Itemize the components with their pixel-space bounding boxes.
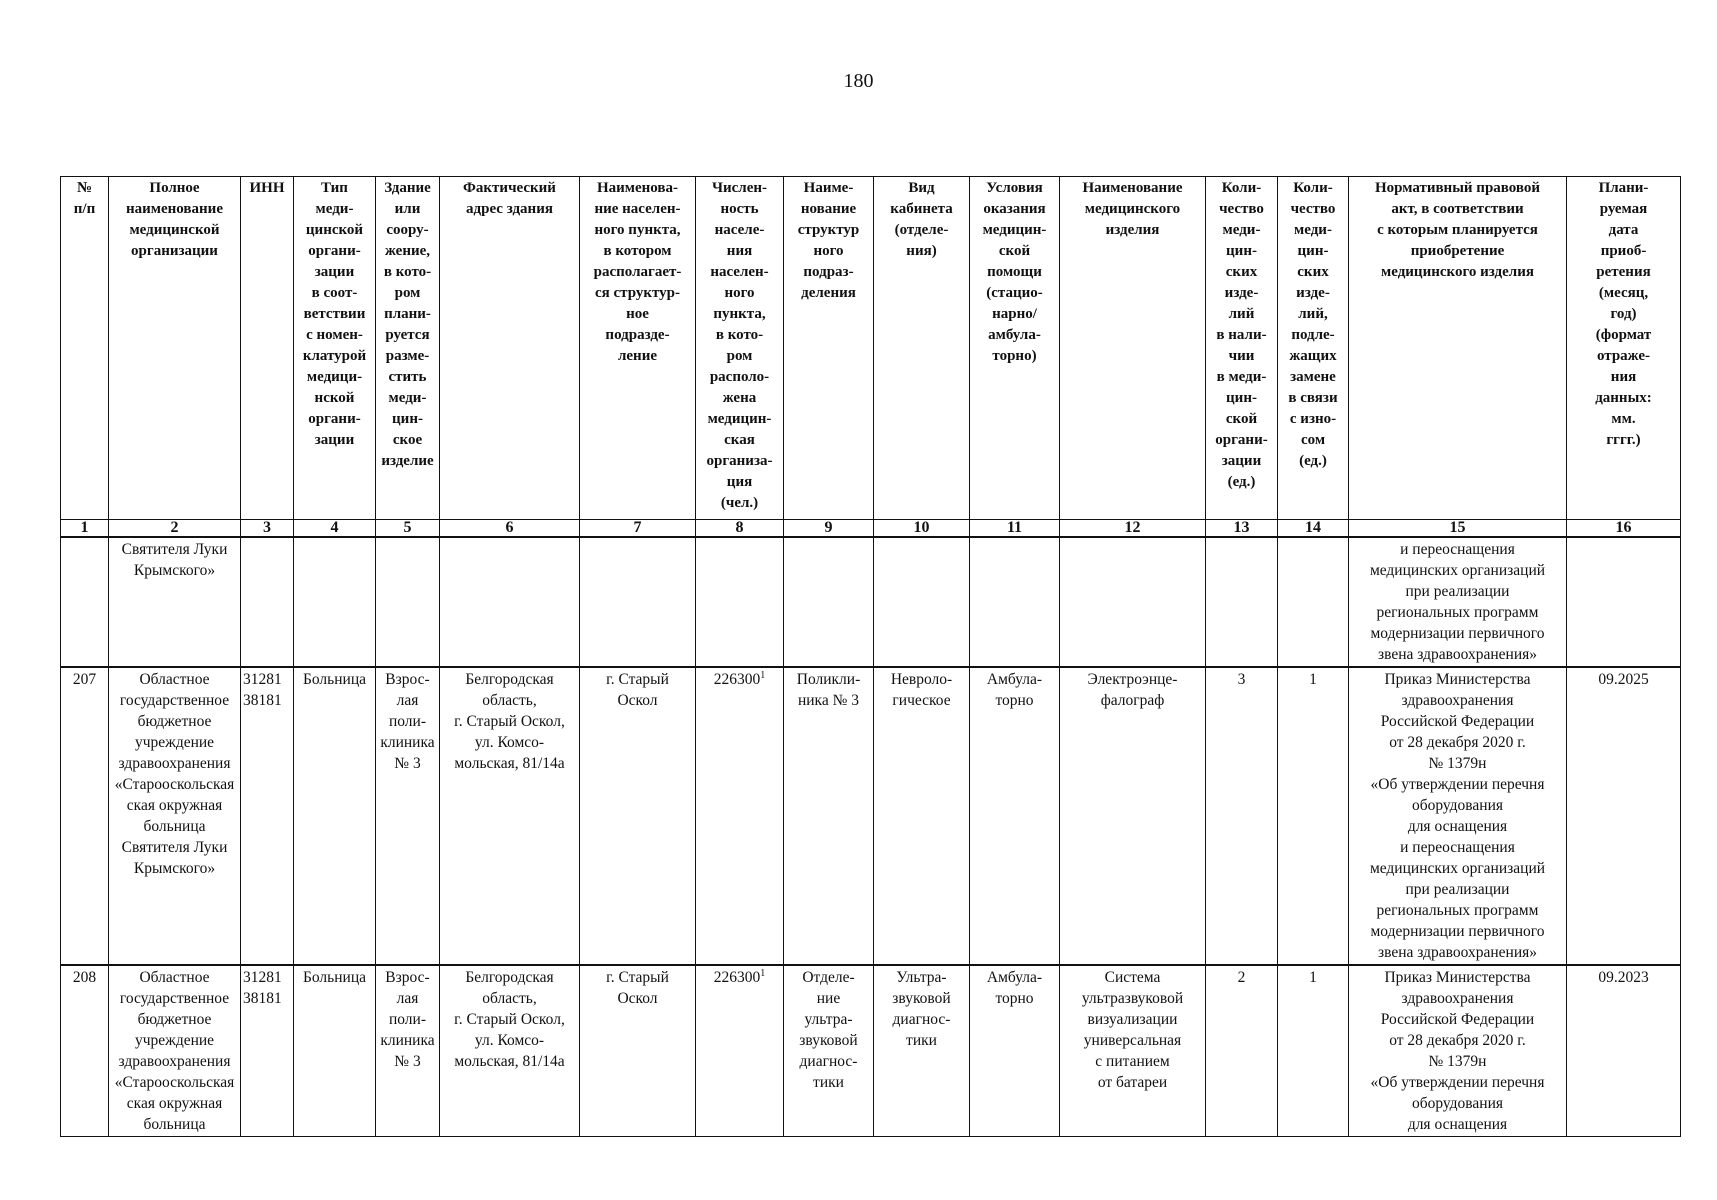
header-qty-replace: Коли- чество меди- цин- ских изде- лий, подле- жащих замене в связи с изно- сом (ед.) — [1278, 177, 1349, 520]
cell-conditions — [970, 537, 1060, 667]
cell-legal-act: Приказ Министерства здравоохранения Российской Федерации от 28 декабря 2020 г. № 1379н «Об утверждении перечня оборудования для оснащения — [1349, 965, 1567, 1137]
page-number: 180 — [843, 70, 874, 92]
column-number: 15 — [1349, 520, 1567, 538]
cell-building: Взрос- лая поли- клиника № 3 — [376, 667, 440, 965]
cell-population — [696, 667, 784, 965]
cell-cabinet: Ультра- звуковой диагнос- тики — [874, 965, 970, 1137]
header-num: № п/п — [61, 177, 109, 520]
header-locality: Наименова- ние населен- ного пункта, в котором располагает- ся структур- ное подразде- ление — [580, 177, 696, 520]
header-org-type: Тип меди- цинской органи- зации в соот- ветствии с номен- клатурой медици- нской органи- зации — [294, 177, 376, 520]
header-population: Числен- ность населе- ния населен- ного пункта, в кото- ром располо- жена медицин- ская организа- ция (чел.) — [696, 177, 784, 520]
cell-device: Система ультразвуковой визуализации универсальная с питанием от батареи — [1060, 965, 1206, 1137]
column-number: 6 — [440, 520, 580, 538]
cell-locality: г. Старый Оскол — [580, 965, 696, 1137]
header-legal-act: Нормативный правовой акт, в соответствии с которым планируется приобретение медицинского изделия — [1349, 177, 1567, 520]
cell-num — [61, 537, 109, 667]
cell-legal-act: Приказ Министерства здравоохранения Российской Федерации от 28 декабря 2020 г. № 1379н «Об утверждении перечня оборудования для оснащения и переоснащения медицинских организаций при реализации региональных программ модернизации первичного звена здравоохранения» — [1349, 667, 1567, 965]
cell-address: Белгородская область, г. Старый Оскол, ул. Комсо- мольская, 81/14а — [440, 667, 580, 965]
cell-org-name: Областное государственное бюджетное учреждение здравоохранения «Старооскольская ская окружная больница Святителя Луки Крымского» — [109, 667, 241, 965]
cell-org-name: Святителя Луки Крымского» — [109, 537, 241, 667]
cell-building: Взрос- лая поли- клиника № 3 — [376, 965, 440, 1137]
column-number: 1 — [61, 520, 109, 538]
cell-cabinet — [874, 537, 970, 667]
cell-date: 09.2023 — [1567, 965, 1681, 1137]
cell-locality: г. Старый Оскол — [580, 667, 696, 965]
cell-device — [1060, 537, 1206, 667]
header-conditions: Условия оказания медицин- ской помощи (стацио- нарно/ амбула- торно) — [970, 177, 1060, 520]
table-row — [61, 667, 1681, 965]
population-value: 226300 — [713, 969, 761, 986]
equipment-table — [60, 176, 1681, 1137]
population-value: 226300 — [713, 671, 761, 688]
table-row-continuation — [61, 537, 1681, 667]
column-number: 5 — [376, 520, 440, 538]
cell-inn: 31281 38181 — [241, 965, 294, 1137]
cell-conditions: Амбула- торно — [970, 667, 1060, 965]
cell-population — [696, 537, 784, 667]
column-number: 3 — [241, 520, 294, 538]
cell-address: Белгородская область, г. Старый Оскол, ул. Комсо- мольская, 81/14а — [440, 965, 580, 1137]
cell-population — [696, 965, 784, 1137]
cell-org-name: Областное государственное бюджетное учреждение здравоохранения «Старооскольская ская окружная больница — [109, 965, 241, 1137]
header-row — [61, 177, 1681, 520]
cell-address — [440, 537, 580, 667]
column-number: 14 — [1278, 520, 1349, 538]
cell-locality — [580, 537, 696, 667]
cell-org-type: Больница — [294, 965, 376, 1137]
column-number: 9 — [784, 520, 874, 538]
cell-legal-act: и переоснащения медицинских организаций при реализации региональных программ модернизации первичного звена здравоохранения» — [1349, 537, 1567, 667]
column-number: 2 — [109, 520, 241, 538]
header-cabinet: Вид кабинета (отделе- ния) — [874, 177, 970, 520]
cell-org-type — [294, 537, 376, 667]
cell-date — [1567, 537, 1681, 667]
header-qty-available: Коли- чество меди- цин- ских изде- лий в нали- чии в меди- цин- ской органи- зации (ед.) — [1206, 177, 1278, 520]
cell-unit: Отделе- ние ультра- звуковой диагнос- тики — [784, 965, 874, 1137]
cell-inn — [241, 537, 294, 667]
cell-org-type: Больница — [294, 667, 376, 965]
column-number: 7 — [580, 520, 696, 538]
column-number-row — [61, 520, 1681, 538]
cell-num: 208 — [61, 965, 109, 1137]
header-inn: ИНН — [241, 177, 294, 520]
column-number: 10 — [874, 520, 970, 538]
header-building: Здание или соору- жение, в кото- ром плани- руется разме- стить меди- цин- ское изделие — [376, 177, 440, 520]
cell-num: 207 — [61, 667, 109, 965]
header-address: Фактический адрес здания — [440, 177, 580, 520]
cell-qty-replace: 1 — [1278, 667, 1349, 965]
population-footnote: 1 — [760, 669, 766, 681]
cell-building — [376, 537, 440, 667]
cell-inn: 31281 38181 — [241, 667, 294, 965]
column-number: 4 — [294, 520, 376, 538]
header-unit: Наиме- нование структур ного подраз- деления — [784, 177, 874, 520]
cell-qty-available: 3 — [1206, 667, 1278, 965]
header-date: Плани- руемая дата приоб- ретения (месяц, год) (формат отраже- ния данных: мм. гггг.) — [1567, 177, 1681, 520]
column-number: 12 — [1060, 520, 1206, 538]
table-row — [61, 965, 1681, 1137]
cell-unit — [784, 537, 874, 667]
cell-qty-replace — [1278, 537, 1349, 667]
column-number: 8 — [696, 520, 784, 538]
cell-qty-available — [1206, 537, 1278, 667]
population-footnote: 1 — [760, 967, 766, 979]
cell-conditions: Амбула- торно — [970, 965, 1060, 1137]
cell-qty-replace: 1 — [1278, 965, 1349, 1137]
column-number: 16 — [1567, 520, 1681, 538]
column-number: 13 — [1206, 520, 1278, 538]
cell-date: 09.2025 — [1567, 667, 1681, 965]
header-org-name: Полное наименование медицинской организации — [109, 177, 241, 520]
cell-device: Электроэнце- фалограф — [1060, 667, 1206, 965]
column-number: 11 — [970, 520, 1060, 538]
cell-qty-available: 2 — [1206, 965, 1278, 1137]
header-device: Наименование медицинского изделия — [1060, 177, 1206, 520]
cell-unit: Поликли- ника № 3 — [784, 667, 874, 965]
cell-cabinet: Невроло- гическое — [874, 667, 970, 965]
